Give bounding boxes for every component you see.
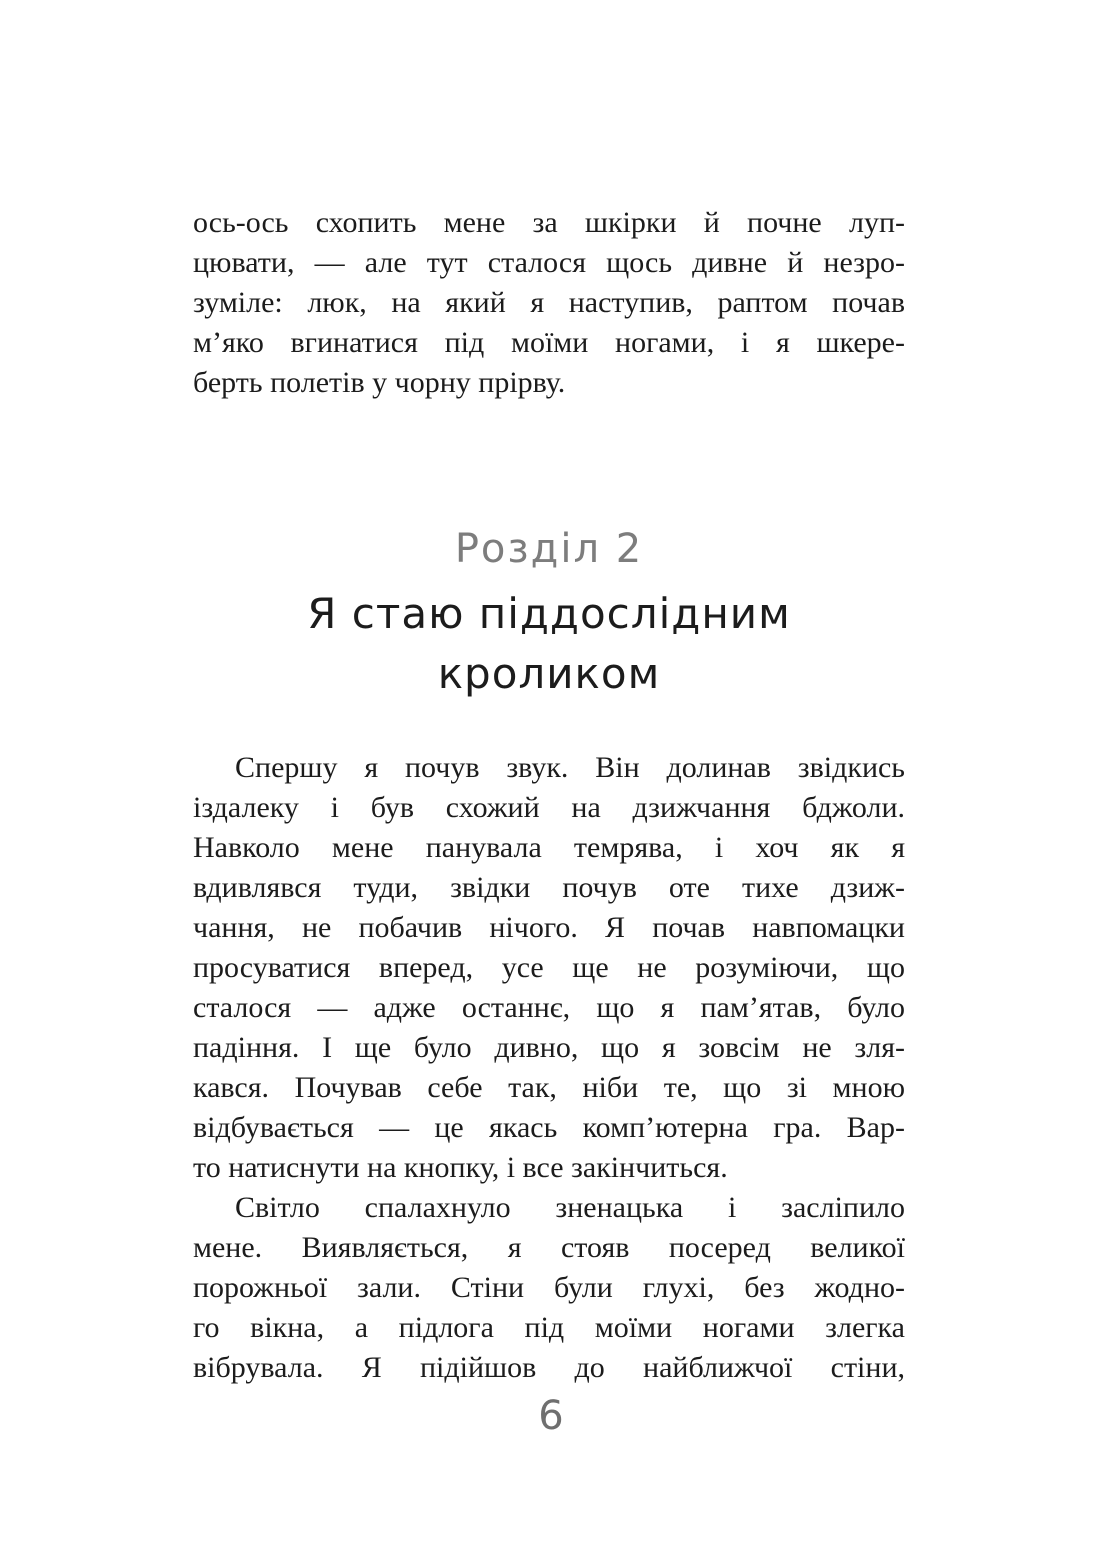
text-line: просуватися вперед, усе ще не розуміючи, що — [193, 951, 905, 984]
text-line: чання, не побачив нічого. Я почав навпомацки — [193, 911, 905, 944]
text-line: сталося — адже останнє, що я пам’ятав, було — [193, 991, 905, 1024]
text-line: падіння. І ще було дивно, що я зовсім не зля- — [193, 1031, 905, 1064]
text-line: зуміле: люк, на який я наступив, раптом почав — [193, 286, 905, 319]
page-number: 6 — [538, 1393, 564, 1439]
text-line: м’яко вгинатися під моїми ногами, і я шкере- — [193, 326, 905, 359]
chapter-body-text — [193, 748, 905, 1388]
text-line: то натиснути на кнопку, і все закінчиться. — [193, 1151, 728, 1184]
paragraph-continuation — [193, 203, 905, 403]
text-line: Спершу я почув звук. Він долинав звідкись — [235, 751, 905, 784]
chapter-title: Я стаю піддослідним кроликом — [307, 589, 791, 698]
text-line: вібрувала. Я підійшов до найближчої стіни, — [193, 1351, 905, 1384]
text-line: мене. Виявляється, я стояв посеред великої — [193, 1231, 905, 1264]
chapter-heading — [193, 518, 905, 704]
text-line: ось-ось схопить мене за шкірки й почне луп- — [193, 206, 905, 239]
text-line: відбувається — це якась комп’ютерна гра. Вар- — [193, 1111, 905, 1144]
text-line: го вікна, а підлога під моїми ногами злегка — [193, 1311, 905, 1344]
text-line: Навколо мене панувала темрява, і хоч як я — [193, 831, 905, 864]
text-line: порожньої зали. Стіни були глухі, без жодно- — [193, 1271, 905, 1304]
text-column — [193, 203, 905, 1388]
text-line: цювати, — але тут сталося щось дивне й незро- — [193, 246, 905, 279]
text-line: вдивлявся туди, звідки почув оте тихе дзиж- — [193, 871, 905, 904]
text-line: іздалеку і був схожий на дзижчання бджоли. — [193, 791, 905, 824]
chapter-number-label: Розділ 2 — [454, 526, 644, 572]
text-line: Світло спалахнуло зненацька і засліпило — [235, 1191, 905, 1224]
text-line: кався. Почував себе так, ніби те, що зі мною — [193, 1071, 905, 1104]
text-line: берть полетів у чорну прірву. — [193, 366, 566, 399]
